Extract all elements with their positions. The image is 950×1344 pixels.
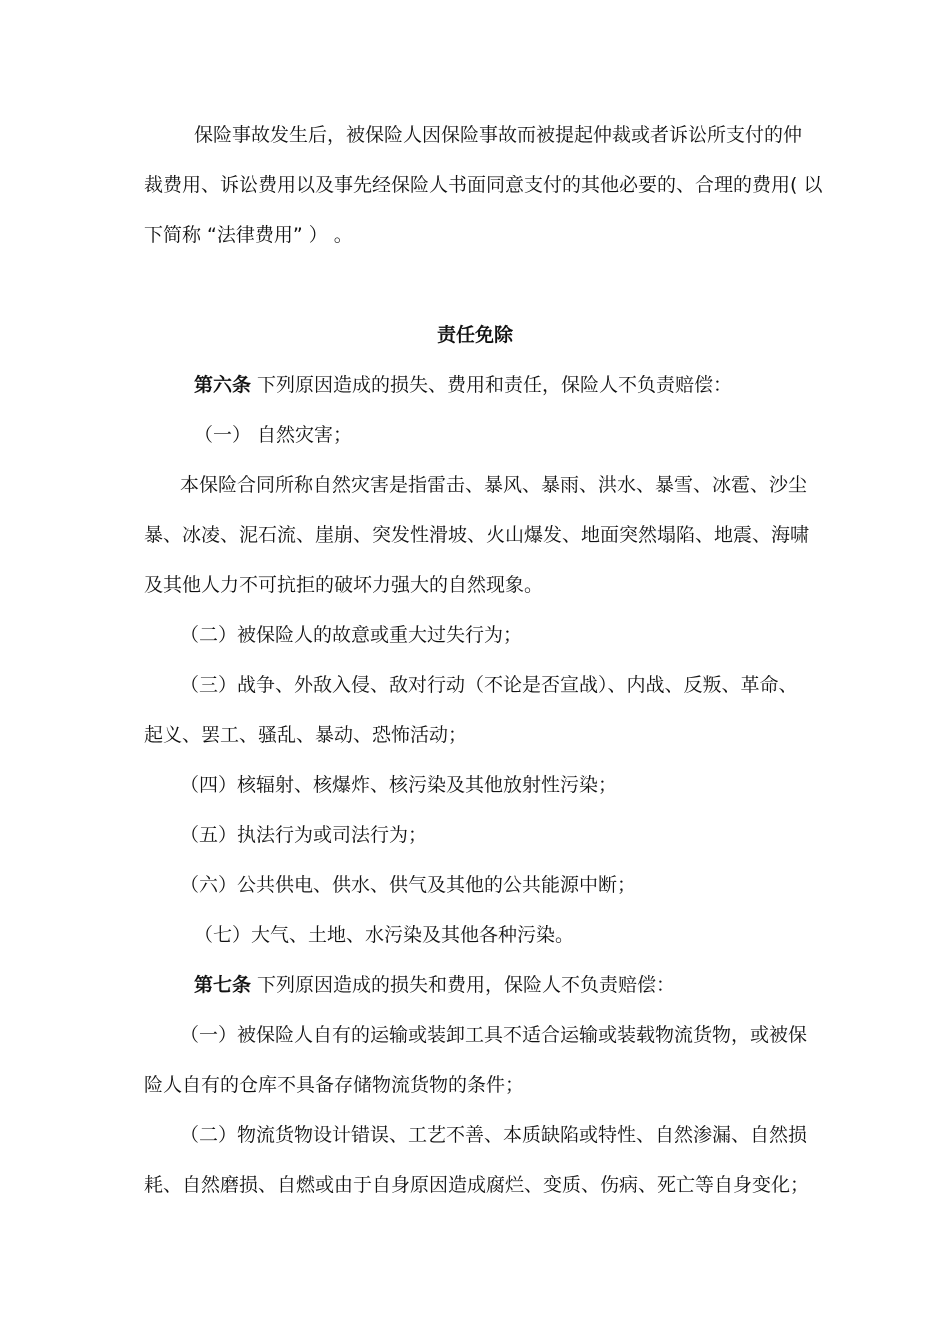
list-item: 耗、自然磨损、自燃或由于自身原因造成腐烂、变质、伤病、死亡等自身变化； bbox=[144, 1174, 810, 1196]
list-item: （二）被保险人的故意或重大过失行为； bbox=[180, 624, 523, 646]
article-heading bbox=[194, 972, 864, 998]
article-text: 下列原因造成的损失、费用和责任，保险人不负责赔偿： bbox=[251, 374, 733, 396]
section-title: 责任免除 bbox=[436, 324, 513, 346]
paragraph-line: 暴、冰凌、泥石流、崖崩、突发性滑坡、火山爆发、地面突然塌陷、地震、海啸 bbox=[144, 524, 810, 546]
paragraph-line: 本保险合同所称自然灾害是指雷击、暴风、暴雨、洪水、暴雪、冰雹、沙尘 bbox=[180, 474, 808, 496]
paragraph-line: 下简称 “法律费用” ） 。 bbox=[144, 224, 353, 246]
list-item: （七）大气、土地、水污染及其他各种污染。 bbox=[194, 924, 575, 946]
list-item: （五）执法行为或司法行为； bbox=[180, 824, 428, 846]
list-item: （一）被保险人自有的运输或装卸工具不适合运输或装载物流货物，或被保 bbox=[180, 1024, 808, 1046]
list-item: （四）核辐射、核爆炸、核污染及其他放射性污染； bbox=[180, 774, 618, 796]
article-heading bbox=[194, 372, 864, 398]
paragraph-line: 保险事故发生后，被保险人因保险事故而被提起仲裁或者诉讼所支付的仲 bbox=[194, 124, 803, 146]
list-item: （二）物流货物设计错误、工艺不善、本质缺陷或特性、自然渗漏、自然损 bbox=[180, 1124, 808, 1146]
list-item: （六）公共供电、供水、供气及其他的公共能源中断； bbox=[180, 874, 637, 896]
list-item: 起义、罢工、骚乱、暴动、恐怖活动； bbox=[144, 724, 468, 746]
article-label: 第六条 bbox=[194, 374, 252, 396]
list-item: （三）战争、外敌入侵、敌对行动（不论是否宣战）、内战、反叛、革命、 bbox=[180, 674, 798, 696]
article-text: 下列原因造成的损失和费用，保险人不负责赔偿： bbox=[251, 974, 676, 996]
list-item: （一） 自然灾害； bbox=[194, 424, 353, 446]
list-item: 险人自有的仓库不具备存储物流货物的条件； bbox=[144, 1074, 525, 1096]
paragraph-line: 裁费用、诉讼费用以及事先经保险人书面同意支付的其他必要的、合理的费用( 以 bbox=[144, 174, 823, 196]
article-label: 第七条 bbox=[194, 974, 252, 996]
paragraph-line: 及其他人力不可抗拒的破坏力强大的自然现象。 bbox=[144, 574, 544, 596]
